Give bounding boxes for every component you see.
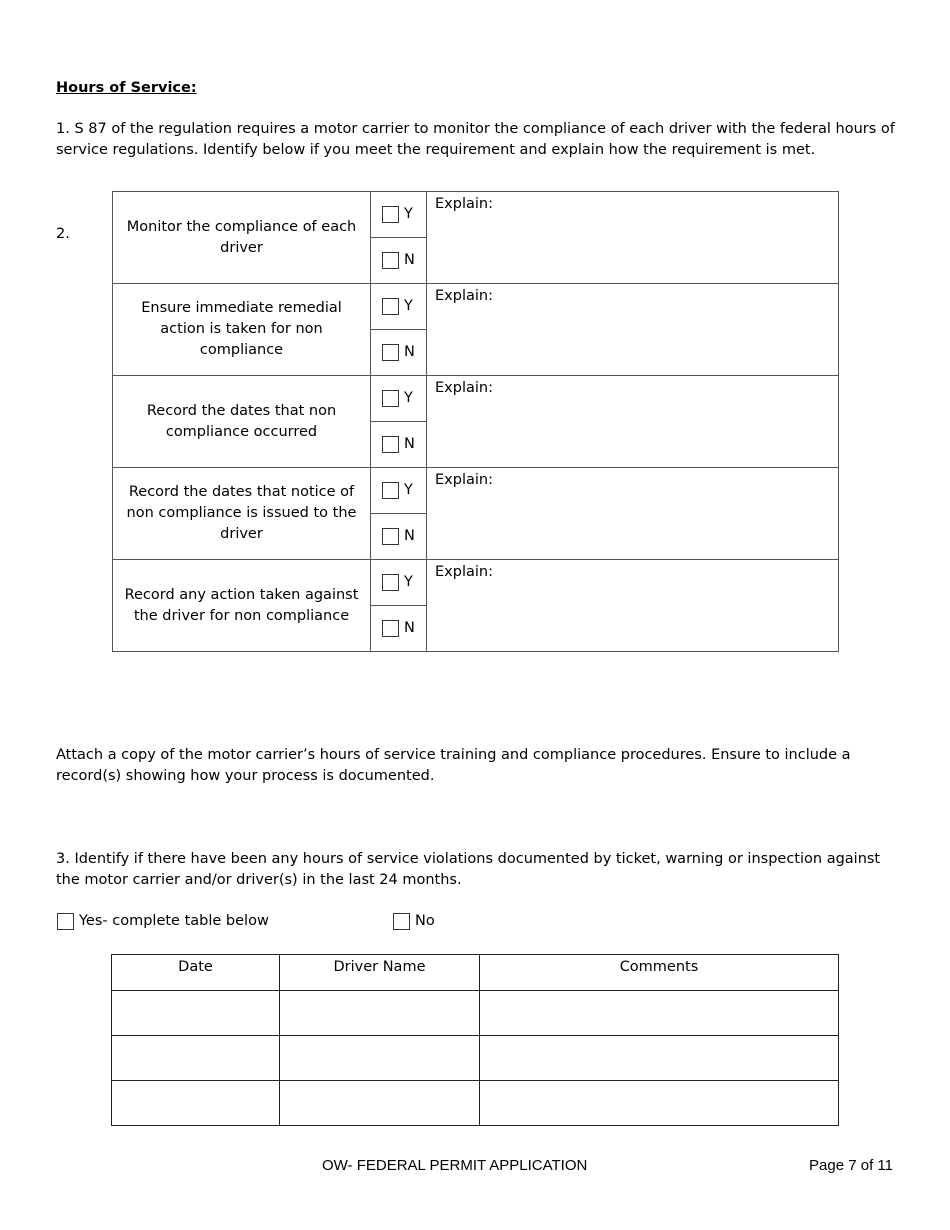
no-label: N [404, 344, 415, 360]
table-row [112, 1036, 839, 1081]
requirement-label: Record the dates that notice of non compliance is issued to the driver [113, 468, 371, 560]
violations-yes-label: Yes- complete table below [79, 913, 269, 929]
no-cell [371, 330, 427, 376]
no-cell [371, 238, 427, 284]
driver-name-cell[interactable] [280, 991, 480, 1036]
question-1-text: 1. S 87 of the regulation requires a motor carrier to monitor the compliance of each driver with the federal hours of service regulations. Identify below if you meet the requirement and explain how the requirement is met. [56, 121, 895, 158]
yes-label: Y [404, 390, 413, 406]
date-cell[interactable] [112, 991, 280, 1036]
violations-no-checkbox[interactable] [393, 913, 410, 930]
yes-label: Y [404, 574, 413, 590]
violations-no-label: No [415, 913, 435, 929]
comments-cell[interactable] [480, 1081, 839, 1126]
no-checkbox[interactable] [382, 252, 399, 269]
requirement-row [113, 192, 839, 238]
driver-name-cell[interactable] [280, 1036, 480, 1081]
no-label: N [404, 620, 415, 636]
requirement-label: Ensure immediate remedial action is taken for non compliance [113, 284, 371, 376]
no-cell [371, 514, 427, 560]
comments-cell[interactable] [480, 1036, 839, 1081]
explain-label: Explain: [435, 196, 493, 212]
section-heading: Hours of Service: [56, 80, 197, 96]
explain-field[interactable] [427, 468, 839, 560]
yes-cell [371, 468, 427, 514]
question-3-text: 3. Identify if there have been any hours of service violations documented by ticket, warning or inspection against the motor carrier and/or driver(s) in the last 24 months. [56, 851, 881, 888]
explain-field[interactable] [427, 560, 839, 652]
yes-cell [371, 284, 427, 330]
yes-checkbox[interactable] [382, 390, 399, 407]
table-row [112, 1081, 839, 1126]
no-cell [371, 422, 427, 468]
column-header-driver-name: Driver Name [280, 955, 480, 991]
table-row [112, 991, 839, 1036]
requirement-label: Monitor the compliance of each driver [113, 192, 371, 284]
requirement-row [113, 284, 839, 330]
no-checkbox[interactable] [382, 344, 399, 361]
column-header-date: Date [112, 955, 280, 991]
requirement-row [113, 468, 839, 514]
violations-yes-option[interactable] [57, 911, 269, 932]
column-header-comments: Comments [480, 955, 839, 991]
yes-checkbox[interactable] [382, 206, 399, 223]
requirement-label: Record any action taken against the driver for non compliance [113, 560, 371, 652]
yes-cell [371, 560, 427, 606]
violations-yes-checkbox[interactable] [57, 913, 74, 930]
no-checkbox[interactable] [382, 528, 399, 545]
explain-field[interactable] [427, 192, 839, 284]
yes-checkbox[interactable] [382, 482, 399, 499]
date-cell[interactable] [112, 1081, 280, 1126]
explain-label: Explain: [435, 564, 493, 580]
no-checkbox[interactable] [382, 436, 399, 453]
explain-label: Explain: [435, 472, 493, 488]
date-cell[interactable] [112, 1036, 280, 1081]
attach-note: Attach a copy of the motor carrier’s hours of service training and compliance procedures. Ensure to include a record(s) showing how your process is documented. [56, 747, 851, 784]
no-checkbox[interactable] [382, 620, 399, 637]
hours-of-service-table [112, 191, 839, 652]
footer-page-number: Page 7 of 11 [809, 1157, 893, 1174]
no-label: N [404, 528, 415, 544]
yes-cell [371, 192, 427, 238]
yes-cell [371, 376, 427, 422]
no-label: N [404, 436, 415, 452]
explain-label: Explain: [435, 380, 493, 396]
explain-label: Explain: [435, 288, 493, 304]
explain-field[interactable] [427, 284, 839, 376]
comments-cell[interactable] [480, 991, 839, 1036]
yes-checkbox[interactable] [382, 298, 399, 315]
table-header-row [112, 955, 839, 991]
question-2-number: 2. [56, 226, 70, 242]
no-cell [371, 606, 427, 652]
explain-field[interactable] [427, 376, 839, 468]
violations-table [111, 954, 839, 1126]
yes-label: Y [404, 482, 413, 498]
yes-label: Y [404, 206, 413, 222]
requirement-row [113, 376, 839, 422]
requirement-label: Record the dates that non compliance occurred [113, 376, 371, 468]
requirement-row [113, 560, 839, 606]
driver-name-cell[interactable] [280, 1081, 480, 1126]
violations-no-option[interactable] [393, 911, 435, 932]
footer-title: OW- FEDERAL PERMIT APPLICATION [322, 1157, 588, 1174]
no-label: N [404, 252, 415, 268]
yes-checkbox[interactable] [382, 574, 399, 591]
yes-label: Y [404, 298, 413, 314]
